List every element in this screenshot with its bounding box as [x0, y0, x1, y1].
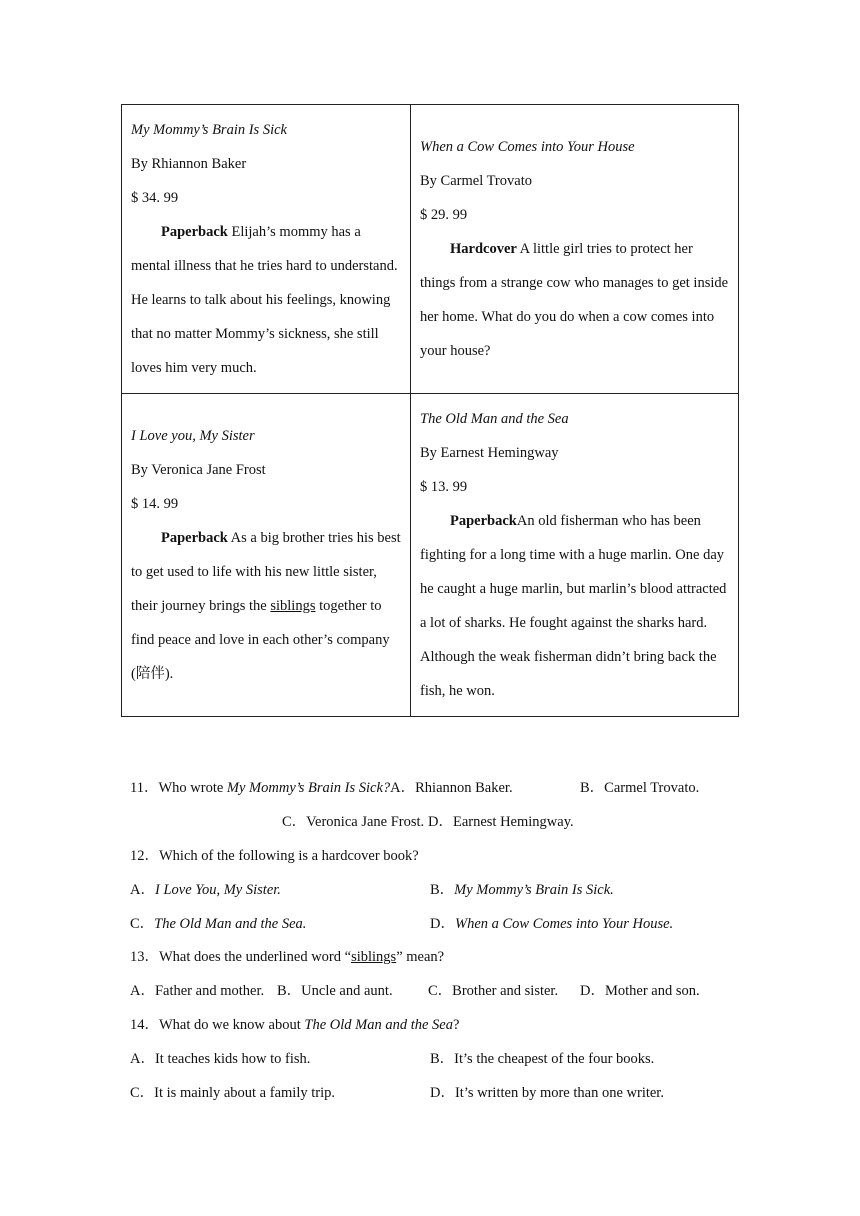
book-description-text: A little girl tries to protect her things from a strange cow who manages to get inside her home. What do you do when a cow comes into your house?: [420, 241, 729, 359]
book-author: By Veronica Jane Frost: [131, 462, 266, 478]
question-14-stem: [130, 1015, 459, 1035]
option-text: The Old Man and the Sea.: [154, 916, 307, 932]
option-c: C．It is mainly about a family trip.: [130, 1085, 335, 1101]
book-description-text: An old fisherman who has been fighting for a long time with a huge marlin. One day he caught a huge marlin, but marlin’s blood attracted a lot of sharks. He fought against the sharks hard. Although the weak fisherman didn’t bring back the fish, he won.: [420, 513, 727, 699]
option-a: A．It teaches kids how to fish.: [130, 1051, 311, 1067]
option-d: [430, 914, 673, 934]
book-description: [420, 232, 729, 368]
stem-text: 11．Who wrote: [130, 780, 227, 796]
book-format: Hardcover: [450, 241, 517, 257]
option-a: [130, 880, 281, 900]
book-author: By Rhiannon Baker: [131, 156, 247, 172]
option-b: B．Carmel Trovato.: [580, 780, 700, 796]
option-d: D．Earnest Hemingway.: [428, 814, 574, 830]
question-12-stem: 12．Which of the following is a hardcover book?: [130, 848, 419, 864]
book-author: By Earnest Hemingway: [420, 445, 559, 461]
option-label: A．: [130, 882, 155, 898]
book-description: [131, 215, 401, 385]
stem-text: ” mean?: [396, 949, 445, 965]
book-description-text: together to find peace and love in each other’s company (陪伴).: [131, 598, 390, 682]
option-c: [130, 914, 306, 934]
option-c: C．Brother and sister.: [428, 983, 559, 999]
option-text: I Love You, My Sister.: [154, 882, 281, 898]
book-description: [131, 521, 401, 691]
question-11-stem: [130, 778, 513, 798]
option-label: C．: [130, 916, 155, 932]
stem-title: My Mommy’s Brain Is Sick?: [226, 780, 391, 796]
book-cell-3: [122, 394, 411, 717]
book-format: Paperback: [450, 513, 517, 529]
stem-text: 13．What does the underlined word “: [130, 949, 352, 965]
stem-title: The Old Man and the Sea: [304, 1017, 453, 1033]
book-description: [420, 504, 729, 708]
book-format: Paperback: [161, 530, 228, 546]
book-cell-2: [411, 105, 739, 394]
option-label: D．: [430, 916, 455, 932]
book-title: The Old Man and the Sea: [420, 411, 569, 427]
book-title: When a Cow Comes into Your House: [420, 139, 635, 155]
option-c: C．Veronica Jane Frost.: [282, 814, 425, 830]
book-price: $ 29. 99: [420, 207, 468, 223]
book-price: $ 34. 99: [131, 190, 179, 206]
book-title: My Mommy’s Brain Is Sick: [131, 122, 287, 138]
option-b: B．It’s the cheapest of the four books.: [430, 1051, 655, 1067]
stem-text: 14．What do we know about: [130, 1017, 305, 1033]
book-price: $ 13. 99: [420, 479, 468, 495]
book-table: [121, 104, 739, 717]
option-d: D．Mother and son.: [580, 983, 700, 999]
book-cell-1: [122, 105, 411, 394]
book-author: By Carmel Trovato: [420, 173, 532, 189]
stem-text: ?: [452, 1017, 460, 1033]
option-b: B．Uncle and aunt.: [277, 983, 393, 999]
option-text: My Mommy’s Brain Is Sick.: [454, 882, 614, 898]
book-description-text: Elijah’s mommy has a mental illness that he tries hard to understand. He learns to talk about his feelings, knowing that no matter Mommy’s sickness, she still loves him very much.: [131, 224, 398, 376]
option-a: A．Rhiannon Baker.: [390, 780, 513, 796]
book-description-text: As a big brother tries his best to get used to life with his new little sister, their journey brings the: [131, 530, 401, 614]
option-b: [430, 880, 614, 900]
book-price: $ 14. 99: [131, 496, 179, 512]
option-a: A．Father and mother.: [130, 983, 265, 999]
book-cell-4: [411, 394, 739, 717]
underlined-word: siblings: [270, 598, 316, 614]
option-d: D．It’s written by more than one writer.: [430, 1085, 664, 1101]
book-title: I Love you, My Sister: [131, 428, 255, 444]
option-text: When a Cow Comes into Your House.: [454, 916, 674, 932]
underlined-word: siblings: [351, 949, 397, 965]
question-13-stem: [130, 947, 444, 967]
option-label: B．: [430, 882, 455, 898]
book-format: Paperback: [161, 224, 228, 240]
